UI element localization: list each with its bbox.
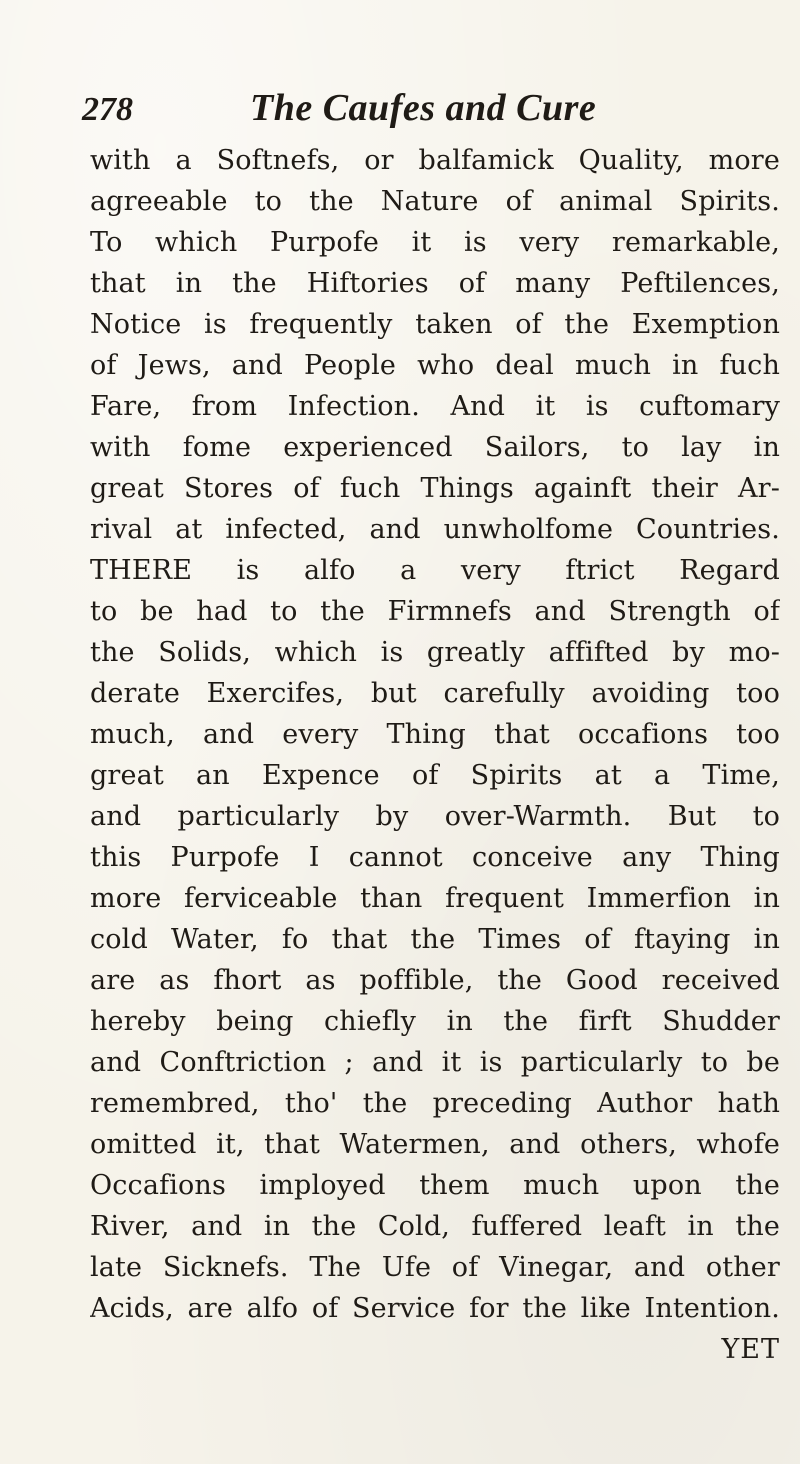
text-line: this Purpofe I cannot conceive any Thing [90, 842, 780, 873]
text-line: great an Expence of Spirits at a Time, [90, 760, 780, 791]
text-line: much, and every Thing that occafions too [90, 719, 780, 750]
catchword: YET [721, 1334, 780, 1365]
text-line: Occafions imployed them much upon the [90, 1170, 780, 1201]
text-line: Acids, are alfo of Service for the like Intention. [90, 1293, 780, 1324]
text-line: omitted it, that Watermen, and others, whofe [90, 1129, 780, 1160]
text-line: more ferviceable than frequent Immerfion in [90, 883, 780, 914]
text-line: agreeable to the Nature of animal Spirits. [90, 186, 780, 217]
text-line: Notice is frequently taken of the Exemption [90, 309, 780, 340]
text-line: of Jews, and People who deal much in fuch [90, 350, 780, 381]
running-title: The Caufes and Cure [250, 87, 597, 129]
text-line: great Stores of fuch Things againft their Ar- [90, 473, 780, 504]
text-line: and particularly by over-Warmth. But to [90, 801, 780, 832]
text-line: rival at infected, and unwholfome Countries. [90, 514, 780, 545]
text-line: that in the Hiftories of many Peftilences, [90, 268, 780, 299]
text-line: to be had to the Firmnefs and Strength of [90, 596, 780, 627]
text-line: River, and in the Cold, fuffered leaft in the [90, 1211, 780, 1242]
text-line: the Solids, which is greatly affifted by mo- [90, 637, 780, 668]
text-line: with fome experienced Sailors, to lay in [90, 432, 780, 463]
text-line: derate Exercifes, but carefully avoiding too [90, 678, 780, 709]
text-line: THERE is alfo a very ftrict Regard [90, 555, 780, 586]
text-line: with a Softnefs, or balfamick Quality, more [90, 145, 780, 176]
text-line: remembred, tho' the preceding Author hath [90, 1088, 780, 1119]
text-line: cold Water, fo that the Times of ftaying in [90, 924, 780, 955]
text-line: Fare, from Infection. And it is cuftomary [90, 391, 780, 422]
text-line: hereby being chiefly in the firft Shudder [90, 1006, 780, 1037]
page-number: 278 [82, 91, 133, 128]
text-line: To which Purpofe it is very remarkable, [90, 227, 780, 258]
text-line: late Sicknefs. The Ufe of Vinegar, and other [90, 1252, 780, 1283]
body-text [90, 140, 780, 1329]
running-head [82, 86, 780, 134]
text-line: are as fhort as poffible, the Good received [90, 965, 780, 996]
text-line: and Conftriction ; and it is particularly to be [90, 1047, 780, 1078]
